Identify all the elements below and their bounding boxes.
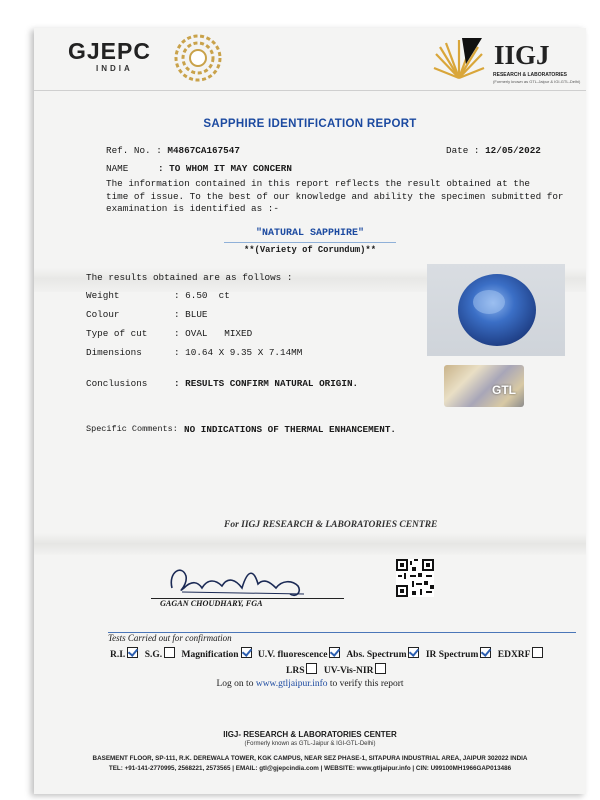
checkbox-unchecked[interactable] xyxy=(164,647,175,658)
iigj-sunburst-icon xyxy=(432,34,486,88)
comments-value: NO INDICATIONS OF THERMAL ENHANCEMENT. xyxy=(184,424,397,435)
sapphire-gem-icon xyxy=(427,264,565,356)
result-value-dimensions: : 10.64 X 9.35 X 7.14MM xyxy=(174,347,303,358)
test-lrs: LRS xyxy=(286,666,321,676)
signatory-name: GAGAN CHOUDHARY, FGA xyxy=(160,599,263,608)
hologram-text: GTL xyxy=(492,383,516,397)
test-sg: S.G. xyxy=(145,650,179,660)
result-label-cut: Type of cut xyxy=(86,328,148,339)
date-row: Date : 12/05/2022 xyxy=(446,145,541,156)
test-ri: R.I. xyxy=(110,650,142,660)
test-magnification: Magnification xyxy=(182,650,256,660)
result-value-colour: : BLUE xyxy=(174,309,208,320)
conclusions-value: : RESULTS CONFIRM NATURAL ORIGIN. xyxy=(174,378,359,389)
comments-label: Specific Comments: xyxy=(86,424,178,434)
ref-value: M4867CA167547 xyxy=(167,145,240,156)
checkbox-checked[interactable] xyxy=(329,647,340,658)
test-abs: Abs. Spectrum xyxy=(346,650,423,660)
checkbox-unchecked[interactable] xyxy=(375,663,386,674)
tests-row-1 xyxy=(110,647,547,660)
result-label-colour: Colour xyxy=(86,309,120,320)
results-intro: The results obtained are as follows : xyxy=(86,272,293,283)
gjepc-logo-text: GJEPC xyxy=(68,38,151,64)
checkbox-checked[interactable] xyxy=(127,647,138,658)
iigj-logo-sub: RESEARCH & LABORATORIES xyxy=(493,72,567,78)
gjepc-logo-sub: INDIA xyxy=(96,64,133,73)
checkbox-unchecked[interactable] xyxy=(306,663,317,674)
for-line: For IIGJ RESEARCH & LABORATORIES CENTRE xyxy=(224,520,438,530)
result-value-cut: : OVAL MIXED xyxy=(174,328,253,339)
footer-contact: TEL: +91-141-2770995, 2568221, 2573565 | EMAIL: gtl@gjepcindia.com | WEBSITE: www.gtljaipur.info | CIN: U99100MH1966GAP013486 xyxy=(108,765,512,772)
checkbox-unchecked[interactable] xyxy=(532,647,543,658)
intro-paragraph: The information contained in this report reflects the result obtained at the time of issue. To the best of our knowledge and ability the specimen submitted for examination is identified as :- xyxy=(106,178,564,214)
name-value: : TO WHOM IT MAY CONCERN xyxy=(158,163,292,174)
date-label: Date xyxy=(446,145,469,156)
security-hologram xyxy=(444,365,524,407)
name-label: NAME xyxy=(106,163,129,174)
header-divider xyxy=(34,90,586,91)
qr-code-icon xyxy=(396,559,434,597)
checkbox-checked[interactable] xyxy=(480,647,491,658)
identification-underline xyxy=(224,242,396,243)
result-value-weight: : 6.50 ct xyxy=(174,290,230,301)
footer-address: BASEMENT FLOOR, SP-111, R.K. DEREWALA TOWER, KGK CAMPUS, NEAR SEZ PHASE-1, SITAPURA INDUSTRIAL AREA, JAIPUR 302022 INDIA xyxy=(92,755,528,762)
verify-link[interactable]: www.gtljaipur.info xyxy=(255,679,328,689)
tests-label: Tests Carried out for confirmation xyxy=(108,633,232,643)
footer-title: IIGJ- RESEARCH & LABORATORIES CENTER xyxy=(223,730,397,739)
certificate-paper xyxy=(34,28,586,794)
gemstone-photo xyxy=(427,264,565,356)
verify-line: Log on to www.gtljaipur.info to verify this report xyxy=(216,679,404,689)
footer-subtitle: (Formerly known as GTL-Jaipur & IGI-GTL-Delhi) xyxy=(244,741,376,747)
result-label-dimensions: Dimensions xyxy=(86,347,142,358)
signature-icon xyxy=(164,558,314,602)
test-edxrf: EDXRF xyxy=(498,650,548,660)
test-uv-vis-nir: UV-Vis-NIR xyxy=(324,666,391,676)
ref-row: Ref. No. : M4867CA167547 xyxy=(106,145,240,156)
iigj-logo-sub2: (Formerly known as GTL-Jaipur & IGI-GTL-Delhi) xyxy=(493,79,581,84)
variety-note: **(Variety of Corundum)** xyxy=(244,245,376,255)
iigj-logo-text: IIGJ xyxy=(494,40,550,70)
tests-row-2 xyxy=(286,663,390,676)
checkbox-checked[interactable] xyxy=(408,647,419,658)
ref-label: Ref. No. xyxy=(106,145,151,156)
date-value: 12/05/2022 xyxy=(485,145,541,156)
conclusions-label: Conclusions xyxy=(86,378,148,389)
identification-result: "NATURAL SAPPHIRE" xyxy=(255,228,365,239)
test-uv: U.V. fluorescence xyxy=(258,650,345,660)
report-title: SAPPHIRE IDENTIFICATION REPORT xyxy=(203,118,417,130)
paper-fold xyxy=(34,533,586,555)
checkbox-checked[interactable] xyxy=(241,647,252,658)
gjepc-emblem-icon xyxy=(172,32,224,84)
test-ir: IR Spectrum xyxy=(426,650,496,660)
result-label-weight: Weight xyxy=(86,290,120,301)
